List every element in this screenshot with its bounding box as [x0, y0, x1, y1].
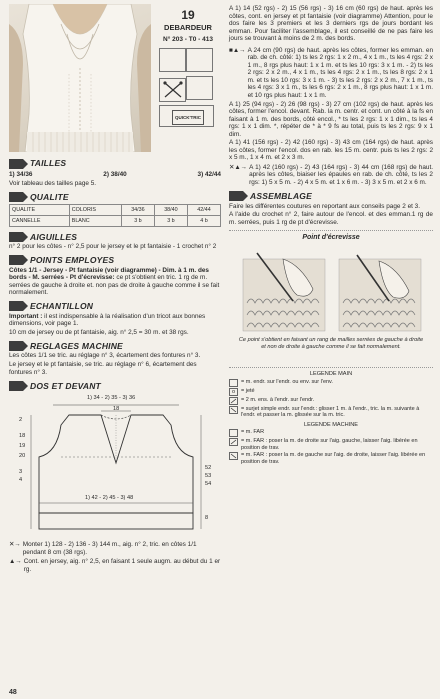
table-header-cell: 34/36	[121, 205, 154, 216]
echantillon-body: il est indispensable à la réalisation d'un tricot aux bonnes dimensions, voir page 1.	[9, 312, 206, 328]
model-number: 19	[181, 8, 195, 22]
crochet-illustration	[229, 230, 433, 368]
table-header-cell: QUALITE	[10, 205, 70, 216]
echantillon-header	[9, 301, 221, 312]
table-row	[10, 205, 221, 216]
instruction-p1: A 1) 14 (52 rgs) - 2) 15 (56 rgs) - 3) 16 cm (60 rgs) de haut. après les côtes, cont. en jersey et pt fantaisie (voir diagramme) Attention, pour le dos faire les 3 premiers et les 3 derniers rgs de jours bordant les emman. Pour faciliter l'assemblage, il est conseillé de ne pas faire les jours se trouvant à moins de 2 m. des bords.	[229, 5, 433, 43]
hand-arrow-icon: ✕→	[9, 541, 21, 549]
echantillon-bold: Important :	[9, 312, 43, 320]
assemblage-p1: Faire les différentes coutures en reportant aux conseils page 2 et 3.	[229, 202, 421, 210]
section-flag-icon	[9, 301, 23, 311]
symbol-cell-1	[159, 48, 186, 72]
size-1: 1) 34/36	[9, 171, 33, 178]
legend-text: = m. FAR : poser la m. de droite sur l'aig. gauche, laisser l'aig. libérée en position de trav.	[241, 438, 418, 451]
size-2: 2) 38/40	[103, 171, 127, 178]
dim-8-label: 8	[205, 515, 209, 522]
legend-text: = m. FAR	[241, 429, 265, 436]
instruction-p5	[229, 164, 433, 187]
dos-header	[9, 380, 221, 391]
dim-54-label: 54	[205, 481, 212, 488]
illustration-title: Point d'écrevisse	[302, 234, 360, 242]
tailles-note: Voir tableau des tailles page 5.	[9, 179, 97, 187]
section-flag-icon	[9, 232, 23, 242]
ssk-icon	[229, 406, 238, 414]
table-cell: 3 b	[154, 216, 187, 227]
table-header-cell: 42/44	[187, 205, 220, 216]
reglages-title: REGLAGES MACHINE	[30, 340, 123, 351]
legend-main-item	[229, 397, 433, 405]
qualite-title: QUALITE	[30, 191, 69, 202]
crossed-needles-icon	[160, 79, 186, 101]
dim-19-label: 19	[19, 443, 26, 450]
echantillon-text	[9, 313, 221, 328]
sizes-row	[9, 171, 221, 179]
symbol-cell-2	[186, 48, 213, 72]
dim-2-label: 2	[19, 417, 23, 424]
model-name: DEBARDEUR	[164, 23, 212, 33]
dim-4-label: 4	[19, 477, 23, 484]
right-column	[229, 4, 433, 465]
dim-20-label: 20	[19, 453, 26, 460]
garment-photo	[9, 4, 151, 152]
echantillon-text-2: 10 cm de jersey ou de pt fantaisie, aig. n° 2,5 = 30 m. et 38 rgs.	[9, 328, 189, 336]
assemblage-title: ASSEMBLAGE	[250, 191, 312, 202]
reglages-text: Les côtes 1/1 se tric. au réglage n° 3, écartement des fontures n° 3.	[9, 352, 201, 360]
tailles-header	[9, 158, 221, 169]
instruction-p3: A 1) 25 (94 rgs) - 2) 26 (98 rgs) - 3) 27 cm (102 rgs) de haut. après les côtes, former l'encol. devant. Rab. la m. centr. et cont. un côté à la fs en faisant à 1 m. des bords, côté encol., * ts les 2 rgs: 1 x 1 dim., ts les 4 rgs: 1 x 1 dim. *, répéter de * à * 9 fs au total, puis ts les 2 rgs: 9 x 1 dim.	[229, 100, 433, 138]
assemblage-p2: A l'aide du crochet n° 2, faire autour de l'encol. et des emman.1 rg de m. serrées, puis 1 rg de pt d'écrevisse.	[229, 211, 433, 226]
section-flag-icon	[9, 341, 23, 351]
table-cell: 3 b	[121, 216, 154, 227]
qualite-header	[9, 191, 221, 202]
reglages-header	[9, 340, 221, 351]
tailles-title: TAILLES	[30, 158, 67, 169]
echantillon-title: ECHANTILLON	[30, 301, 94, 312]
reglages-text-2: Le jersey et le pt fantaisie, se tric. au réglage n° 6, écartement des fontures n° 3.	[9, 361, 197, 376]
left-column	[9, 4, 221, 573]
legend-machine-title: LEGENDE MACHINE	[303, 421, 359, 428]
combined-arrow-icon: ■▲→	[229, 46, 246, 54]
points-bold: Côtes 1/1 - Jersey - Pt fantaisie (voir diagramme) - Dim. à 1 m. des bords - M. serrées - Pt d'écrevisse:	[9, 266, 209, 282]
points-text	[9, 267, 221, 297]
table-cell: 4 b	[187, 216, 220, 227]
section-flag-icon	[9, 381, 23, 391]
needles-symbol-cell	[159, 78, 186, 102]
schematic-drawing	[9, 393, 221, 539]
table-row	[10, 216, 221, 227]
points-header	[9, 255, 221, 266]
points-body: ce pt s'obtient en tric. 1 rg de m. serrées de gauche à droite et. non pas de droite à gauche comme il se fait normalement.	[9, 274, 220, 297]
legend-symbol	[229, 429, 238, 437]
section-flag-icon	[9, 255, 23, 265]
header-area	[9, 4, 221, 154]
instruction-p4: A 1) 41 (156 rgs) - 2) 42 (160 rgs) - 3) 43 cm (164 rgs) de haut. après les côtes, former l'encol. dos en rab. les 15 m. centr. puis ts les 2 rgs: 2 x 5 m., 1 x 4 m. et 2 x 3 m.	[229, 139, 433, 162]
aiguilles-title: AIGUILLES	[30, 231, 78, 242]
page-number: 48	[9, 689, 17, 696]
legend-machine-item	[229, 438, 433, 451]
dim-53-label: 53	[205, 473, 212, 480]
instruction-cont-text: Cont. en jersey, aig. n° 2,5, en faisant 1 seule augm. au début du 1 er rg.	[23, 558, 221, 573]
instruction-cont	[9, 558, 221, 573]
instruction-p5-text: A 1) 42 (160 rgs) - 2) 43 (164 rgs) - 3) 44 cm (168 rgs) de haut. après les côtes, biaiser les épaules en rab. de ch. côté, ts les 2 rgs: 1) 5 x 5 m. - 2) 4 x 5 m. et 1 x 6 m. - 3) 3 x 5 m. et 2 x 6 m.	[249, 163, 433, 187]
k2tog-icon	[229, 397, 238, 405]
section-flag-icon	[9, 192, 23, 202]
table-cell: CANNELLE	[10, 216, 70, 227]
table-header-cell: 38/40	[154, 205, 187, 216]
legend-main-item	[229, 379, 433, 387]
dos-devant-schematic	[9, 393, 221, 539]
legend-machine-item	[229, 452, 433, 465]
quick-tric-label: QUICK'TRIC	[172, 110, 204, 125]
instruction-p2	[229, 47, 433, 100]
instruction-p2-text: A 24 cm (90 rgs) de haut. après les côtes, former les emman. en rab. de ch. côté: 1) ts les 2 rgs: 1 x 2 m., 4 x 1 m., ts les 4 rgs: 2 x 1 m., 8 rgs plus haut: 1 x 1 m. et ts les 10 rgs: 3 x 1 m. - 2) ts les 2 rgs: 2 x 2 m., 4 x 1 m., ts les 4 rgs: 2 x 1 m., ts les 8 rgs: 2 x 1 m. et ts les 10 rgs: 3 x 1 m. - 3) ts les 2 rgs: 2 x 2 m., 7 x 1 m., ts les 4 rgs: 3 x 1 m., ts les 6 rgs: 2 x 1 m., 8 rgs plus haut: 1 x 1 m. et 10 rgs plus haut: 1 x 1 m.	[247, 46, 433, 100]
section-flag-icon	[229, 191, 243, 201]
points-title: POINTS EMPLOYES	[30, 255, 115, 266]
assemblage-header	[229, 191, 433, 202]
legend-text: = jeté	[241, 387, 255, 394]
symbol-grid	[159, 48, 217, 127]
legend-symbol	[229, 379, 238, 387]
bottom-width-label: 1) 42 - 2) 45 - 3) 48	[85, 495, 134, 502]
aiguilles-text: n° 2 pour les côtes - n° 2,5 pour le jersey et le pt fantaisie - 1 crochet n° 2	[9, 243, 217, 251]
dim-52-label: 52	[205, 465, 212, 472]
yarn-over-symbol: o	[229, 388, 238, 396]
instruction-monter-text: Monter 1) 128 - 2) 136 - 3) 144 m., aig. n° 2, tric. en côtes 1/1 pendant 8 cm (38 rgs).	[22, 541, 197, 556]
legend-text: = 2 m. ens. à l'endr. sur l'endr.	[241, 396, 315, 403]
legend-machine-item	[229, 429, 433, 437]
aiguilles-header	[9, 231, 221, 242]
legend-text: = surjet simple endr. sur l'endr.: glisser 1 m. à l'endr., tric. la m. suivante à l'endr. et passer la m. glissée sur la m. tric.	[241, 405, 420, 419]
dim-3-label: 3	[19, 469, 23, 476]
combined-arrow-icon-2: ✕▲→	[229, 163, 248, 171]
transfer-left-icon	[229, 452, 238, 460]
table-header-cell: COLORIS	[69, 205, 121, 216]
quick-tric-badge	[159, 105, 214, 127]
section-flag-icon	[9, 159, 23, 169]
dos-title: DOS ET DEVANT	[30, 380, 101, 391]
legend-text: = m. FAR : poser la m. de gauche sur l'aig. de droite, laisser l'aig. libérée en position de trav.	[241, 452, 426, 465]
machine-arrow-icon: ▲→	[9, 558, 22, 566]
legend-text: = m. endr. sur l'endr. ou env. sur l'env.	[241, 378, 333, 385]
instruction-monter	[9, 541, 221, 556]
crochet-hands-drawing	[229, 243, 433, 343]
size-3: 3) 42/44	[197, 171, 221, 178]
neck-width-label: 18	[113, 406, 120, 413]
legend-main-item	[229, 406, 433, 419]
dim-18-label: 18	[19, 433, 26, 440]
model-reference: N° 203 - T0 - 413	[163, 36, 213, 43]
table-cell: BLANC	[69, 216, 121, 227]
transfer-right-icon	[229, 438, 238, 446]
illustration-caption: Ce point s'obtient en faisant un rang de mailles serrées de gauche à droite et non de droite à gauche comme il se fait normalement.	[238, 337, 424, 350]
qualite-table	[9, 204, 221, 227]
model-info-box	[155, 4, 221, 152]
top-width-label: 1) 34 - 2) 35 - 3) 36	[87, 395, 136, 402]
legend-main-title: LEGENDE MAIN	[309, 371, 353, 378]
symbol-cell-4	[186, 76, 213, 100]
legend-main-item	[229, 388, 433, 396]
